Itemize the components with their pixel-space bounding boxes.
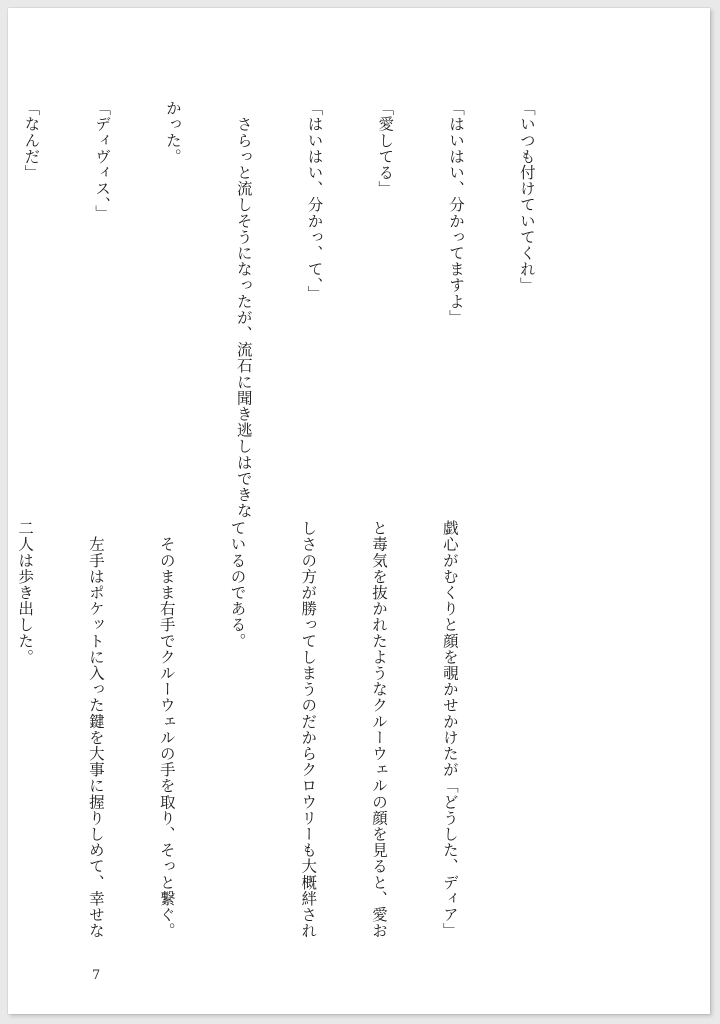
text-line: 「愛してる」 — [376, 100, 395, 197]
text-line: そのまま右手でクルーウェルの手を取り、そっと繋ぐ。 — [157, 520, 176, 939]
text-line: 「はいはい、分かってますよ」 — [447, 100, 466, 326]
lower-text-block — [0, 520, 508, 960]
book-page — [8, 8, 710, 1014]
text-line: 戯心がむくりと顔を覗かせかけたが「どうした、ディア」 — [440, 520, 459, 939]
text-line: さらっと流しそうになったが、流石に聞き逃しはできな — [234, 100, 253, 519]
text-line: しさの方が勝ってしまうのだからクロウリーも大概絆され — [299, 520, 318, 939]
text-line: 二人は歩き出した。 — [16, 520, 35, 665]
text-line: 「なんだ」 — [22, 100, 41, 181]
text-line: 左手はポケットに入った鍵を大事に握りしめて、幸せな — [86, 520, 105, 939]
text-line: 「いつも付けていてくれ」 — [517, 100, 536, 294]
text-line: 「はいはい、分かっ、て、」 — [305, 100, 324, 302]
text-line: と毒気を抜かれたようなクルーウェルの顔を見ると、愛お — [370, 520, 389, 939]
text-line: ているのである。 — [228, 520, 247, 649]
upper-text-block — [0, 100, 585, 519]
text-line: かった。 — [163, 100, 182, 165]
page-number: 7 — [92, 968, 101, 983]
text-line: 「ディヴィス、」 — [93, 100, 112, 222]
